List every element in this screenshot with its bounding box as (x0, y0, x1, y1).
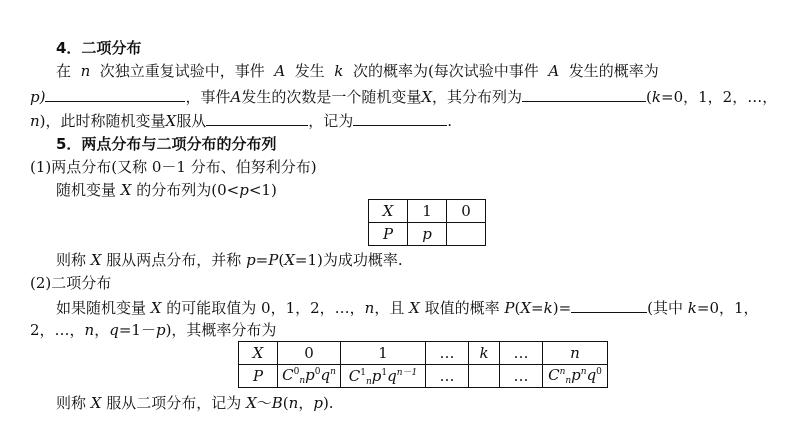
section-5-title: 5．两点分布与二项分布的分布列 (56, 135, 277, 153)
binomial-definition: 则称 X 服从二项分布，记为 X～B(n，p). (56, 394, 334, 412)
two-point-table (368, 199, 486, 246)
blank-5 (571, 297, 647, 313)
blank-4 (353, 110, 447, 126)
blank-1 (45, 86, 185, 102)
table-row: P p (369, 223, 486, 246)
cell-cn: $C^n_np^nq^0$ (543, 365, 608, 388)
blank-3 (206, 110, 308, 126)
section-4-line-1: 在 n 次独立重复试验中，事件 A 发生 k 次的概率为(每次试验中事件 A 发生的概率为 (56, 62, 659, 80)
section-4-title: 4．二项分布 (56, 39, 142, 57)
binomial-line-2: 2，…，n，q=1－p)，其概率分布为 (30, 321, 277, 339)
subsection-1-title: (1)两点分布(又称 0－1 分布、伯努利分布) (30, 158, 317, 176)
cell-c0: $C^0_np^0q^n$ (278, 365, 341, 388)
table-row: X 1 0 (369, 200, 486, 223)
section-4-line-3: n)，此时称随机变量X服从 ，记为 . (30, 112, 453, 130)
two-point-definition: 则称 X 服从两点分布，并称 p=P(X=1)为成功概率. (56, 251, 403, 269)
binomial-line-1: 如果随机变量 X 的可能取值为 0，1，2，…，n，且 X 取值的概率 P(X=k)= (其中 k=0，1， (56, 299, 759, 317)
cell-c1: $C^1_np^1q^{n-1}$ (341, 365, 426, 388)
dist-intro: 随机变量 X 的分布列为(0<p<1) (56, 181, 277, 199)
table-row: P $C^0_np^0q^n$ $C^1_np^1q^{n-1}$ … … $C^n_np^nq^0$ (239, 365, 608, 388)
binomial-table (238, 341, 608, 388)
subsection-2-title: (2)二项分布 (30, 274, 112, 292)
blank-2 (522, 86, 646, 102)
table-row: X 0 1 … k … n (239, 342, 608, 365)
section-4-line-2: p) ，事件A发生的次数是一个随机变量X，其分布列为 (k=0，1，2，…， (30, 88, 778, 106)
